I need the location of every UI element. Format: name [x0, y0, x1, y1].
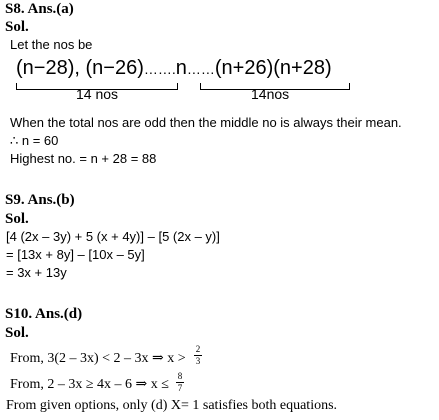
s10-line1: From, 3(2 – 3x) < 2 – 3x ⇒ x >: [10, 351, 186, 366]
s8-seq-left: (n−28), (n−26): [16, 57, 144, 79]
s8-line2: ∴ n = 60: [10, 133, 59, 148]
s9-heading: S9. Ans.(b): [5, 192, 75, 208]
s9-line2: = [13x + 8y] – [10x – 5y]: [6, 247, 145, 262]
s10-frac2-denominator: 7: [177, 383, 183, 393]
s8-seq-mid: n: [175, 57, 187, 79]
s9-line1: [4 (2x – 3y) + 5 (x + 4y)] – [5 (2x – y)]: [6, 229, 220, 244]
s9-line3: = 3x + 13y: [6, 265, 67, 280]
s8-sequence: [16, 57, 332, 80]
s8-seq-dots1: …….: [143, 61, 176, 77]
s10-fraction-1: [194, 345, 202, 366]
s10-sol-label: Sol.: [5, 325, 29, 341]
s8-seq-dots2: ……: [186, 61, 215, 77]
s8-line3: Highest no. = n + 28 = 88: [10, 151, 157, 166]
s10-frac2-numerator: 8: [177, 371, 183, 381]
s9-sol-label: Sol.: [5, 211, 29, 227]
s8-intro: Let the nos be: [10, 37, 93, 52]
s8-seq-right: (n+26)(n+28): [214, 57, 332, 79]
s10-fraction-2: [176, 372, 184, 393]
s8-heading: S8. Ans.(a): [5, 1, 74, 17]
s8-brace-left-label: 14 nos: [76, 86, 119, 102]
s10-frac1-denominator: 3: [195, 356, 201, 366]
s8-brace-right-label: 14nos: [251, 86, 290, 102]
s10-line2: From, 2 – 3x ≥ 4x – 6 ⇒ x ≤: [10, 377, 169, 392]
s10-frac1-numerator: 2: [195, 344, 201, 354]
s8-sol-label: Sol.: [5, 19, 29, 35]
s10-line3: From given options, only (d) X= 1 satisfies both equations.: [6, 398, 338, 413]
s8-line1: When the total nos are odd then the middle no is always their mean.: [10, 115, 402, 130]
s10-heading: S10. Ans.(d): [5, 306, 83, 322]
